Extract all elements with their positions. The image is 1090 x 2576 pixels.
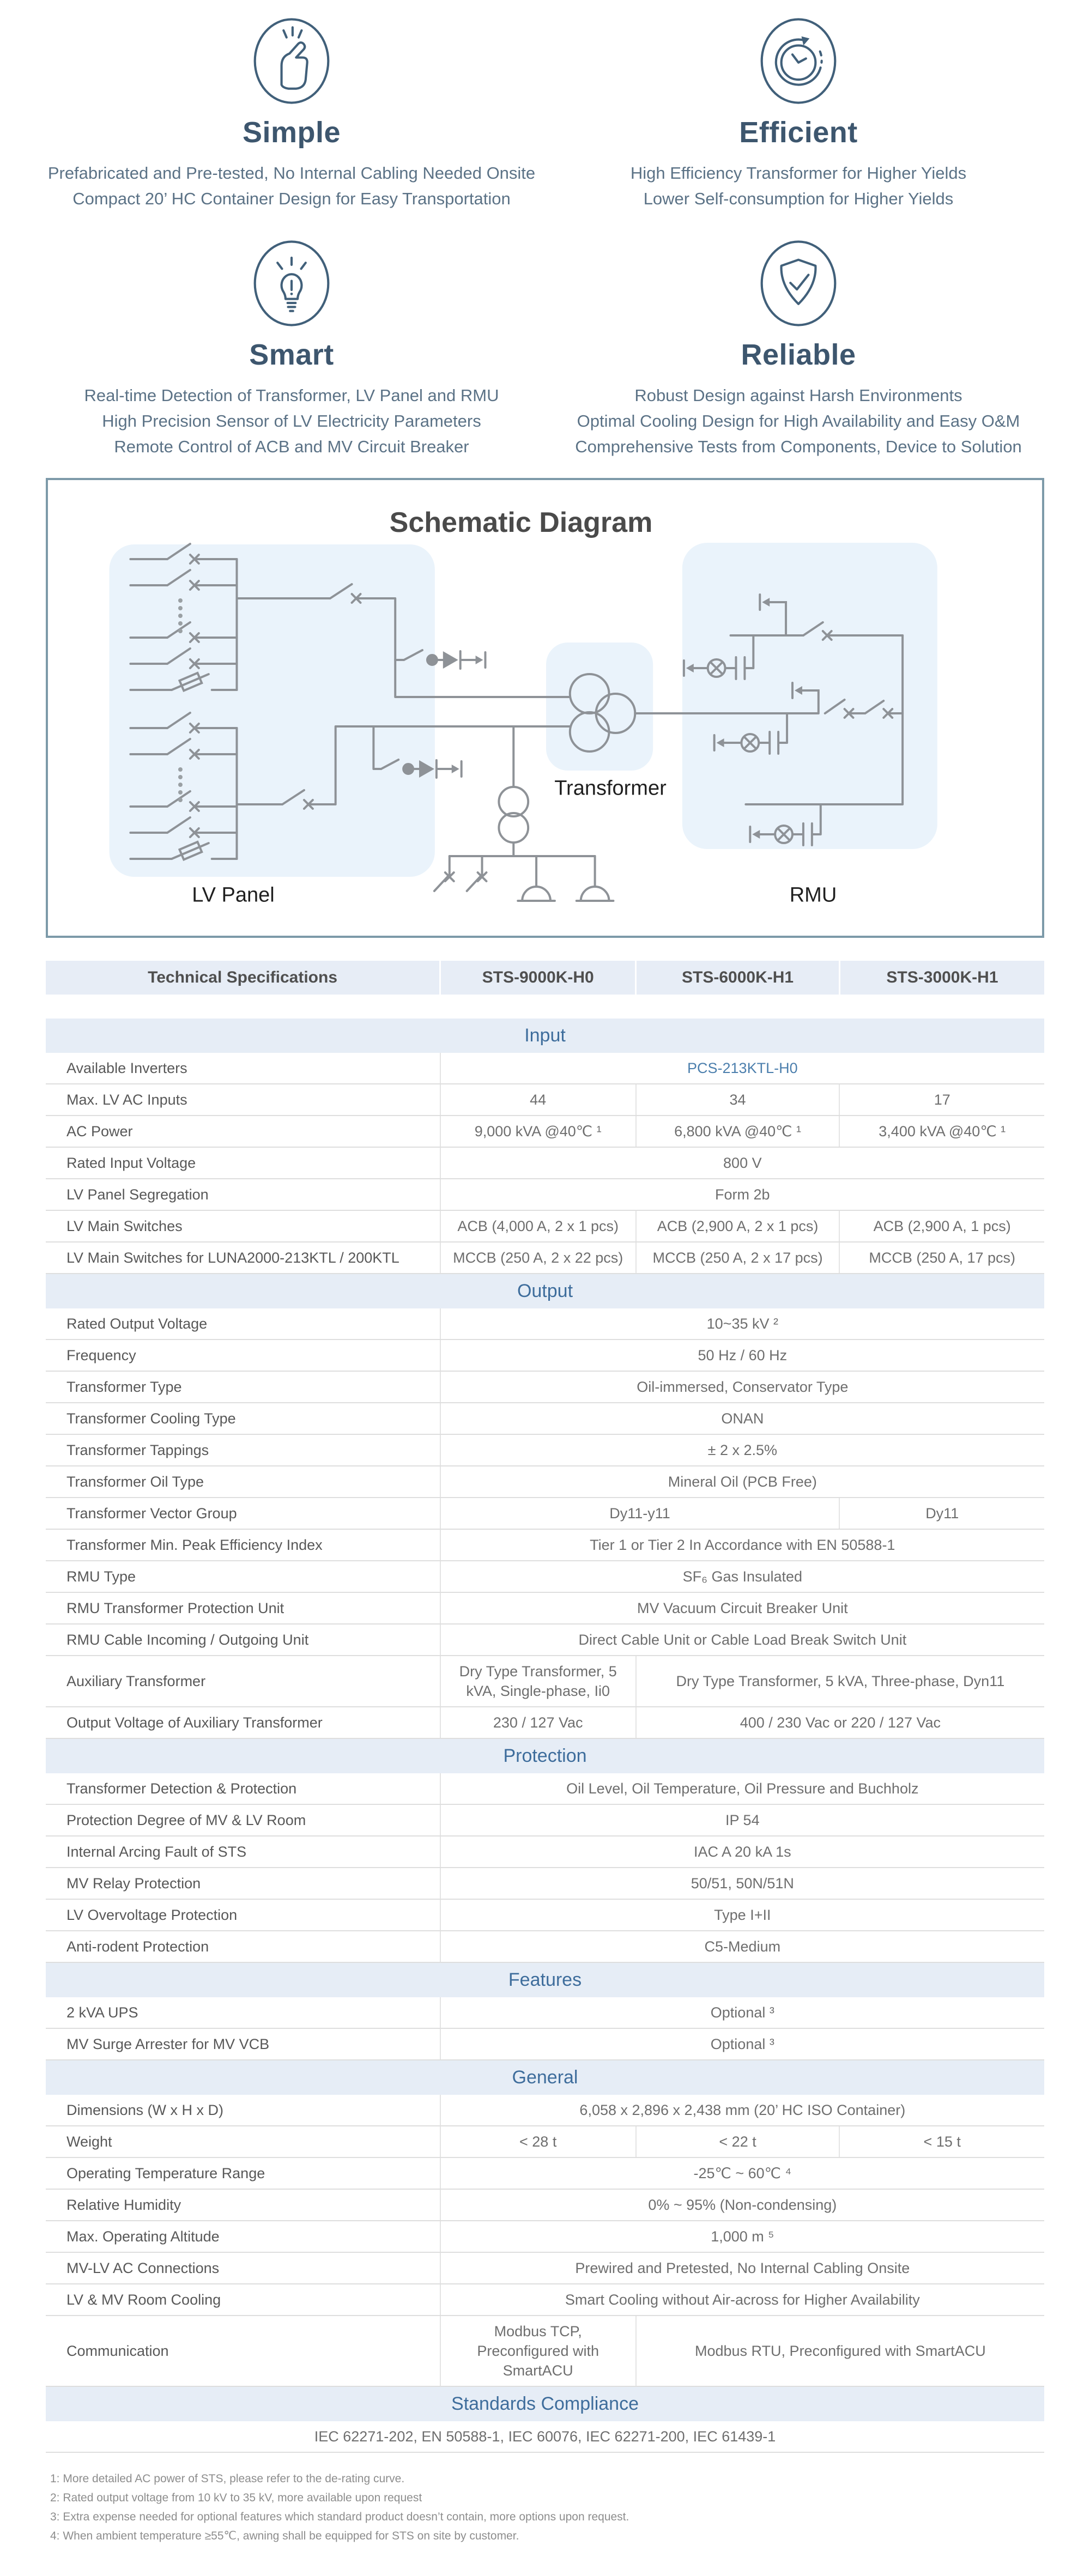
spec-value: Oil Level, Oil Temperature, Oil Pressure and Buchholz <box>440 1773 1044 1804</box>
spec-label: Transformer Oil Type <box>46 1466 440 1498</box>
spec-value: ± 2 x 2.5% <box>440 1434 1044 1466</box>
spec-label: Transformer Cooling Type <box>46 1403 440 1434</box>
spec-value: 230 / 127 Vac <box>440 1707 636 1738</box>
spec-value: IEC 62271-202, EN 50588-1, IEC 60076, IEC 62271-200, IEC 61439-1 <box>46 2421 1044 2452</box>
header-gap <box>46 995 1044 1019</box>
spec-value: 400 / 230 Vac or 220 / 127 Vac <box>636 1707 1044 1738</box>
feature-description-line: Lower Self-consumption for Higher Yields <box>643 189 954 208</box>
feature-description-line: Compact 20’ HC Container Design for Easy Transportation <box>72 189 511 208</box>
section-band-features <box>46 1962 1044 1997</box>
schematic-title: Schematic Diagram <box>389 507 653 538</box>
table-row-2-kva-ups <box>46 1997 1044 2028</box>
spec-label: Max. LV AC Inputs <box>46 1084 440 1116</box>
feature-description <box>38 383 545 459</box>
table-row-relative-humidity <box>46 2189 1044 2221</box>
spec-value: -25℃ ~ 60℃ ⁴ <box>440 2157 1044 2189</box>
footnote-line: 1: More detailed AC power of STS, please refer to the de-rating curve. <box>50 2472 405 2485</box>
spec-value: < 15 t <box>839 2126 1044 2157</box>
lv-panel-label: LV Panel <box>192 883 275 907</box>
header-sts-9000k-h0: STS-9000K-H0 <box>440 961 636 995</box>
table-row-operating-temperature-range <box>46 2157 1044 2189</box>
spec-label: LV Main Switches for LUNA2000-213KTL / 200KTL <box>46 1242 440 1274</box>
feature-title: Simple <box>242 116 341 149</box>
spec-value: Type I+II <box>440 1899 1044 1931</box>
table-row-standards <box>46 2421 1044 2452</box>
spec-label: Internal Arcing Fault of STS <box>46 1836 440 1868</box>
spec-value: Dry Type Transformer, 5 kVA, Three-phase, Dyn11 <box>636 1656 1044 1707</box>
table-row-protection-degree-of-mv-lv-room <box>46 1804 1044 1836</box>
spec-label: AC Power <box>46 1116 440 1147</box>
spec-value: 34 <box>636 1084 840 1116</box>
spec-value: MCCB (250 A, 2 x 22 pcs) <box>440 1242 636 1274</box>
section-band-input <box>46 1019 1044 1053</box>
spec-label: RMU Type <box>46 1561 440 1592</box>
spec-label: LV Panel Segregation <box>46 1179 440 1210</box>
transformer-label: Transformer <box>554 777 667 800</box>
spec-value: IAC A 20 kA 1s <box>440 1836 1044 1868</box>
feature-description <box>545 160 1052 211</box>
spec-label: Rated Input Voltage <box>46 1147 440 1179</box>
table-row-transformer-oil-type <box>46 1466 1044 1498</box>
spec-value: 1,000 m ⁵ <box>440 2221 1044 2252</box>
spec-label: Relative Humidity <box>46 2189 440 2221</box>
table-row-transformer-type <box>46 1371 1044 1403</box>
shield-check-icon <box>753 237 844 330</box>
rmu-label: RMU <box>789 883 837 907</box>
header-sts-3000k-h1: STS-3000K-H1 <box>839 961 1044 995</box>
spec-value: ONAN <box>440 1403 1044 1434</box>
spec-label: MV-LV AC Connections <box>46 2252 440 2284</box>
table-row-lv-mv-room-cooling <box>46 2284 1044 2316</box>
table-row-communication <box>46 2316 1044 2386</box>
spec-label: Output Voltage of Auxiliary Transformer <box>46 1707 440 1738</box>
section-title: Output <box>46 1274 1044 1308</box>
spec-value: ACB (4,000 A, 2 x 1 pcs) <box>440 1210 636 1242</box>
spec-table <box>46 961 1044 2453</box>
spec-value: IP 54 <box>440 1804 1044 1836</box>
clock-cycle-icon <box>753 14 844 108</box>
table-row-mv-surge-arrester-for-mv-vcb <box>46 2028 1044 2060</box>
spec-label: LV & MV Room Cooling <box>46 2284 440 2316</box>
spec-value: Dy11-y11 <box>440 1498 840 1529</box>
section-band-standards-compliance <box>46 2386 1044 2421</box>
spec-value: MCCB (250 A, 17 pcs) <box>839 1242 1044 1274</box>
table-row-lv-main-switches-for-luna2000-213ktl-200ktl <box>46 1242 1044 1274</box>
section-title: Input <box>46 1019 1044 1053</box>
feature-description-line: Robust Design against Harsh Environments <box>634 386 962 405</box>
spec-value: 3,400 kVA @40℃ ¹ <box>839 1116 1044 1147</box>
schematic-svg <box>48 480 1042 936</box>
table-row-anti-rodent-protection <box>46 1931 1044 1962</box>
spec-value: 0% ~ 95% (Non-condensing) <box>440 2189 1044 2221</box>
table-row-lv-main-switches <box>46 1210 1044 1242</box>
spec-label: Transformer Tappings <box>46 1434 440 1466</box>
spec-label: Protection Degree of MV & LV Room <box>46 1804 440 1836</box>
spec-label: Communication <box>46 2316 440 2386</box>
footnote-line: 3: Extra expense needed for optional features which standard product doesn’t contain, more options upon request. <box>50 2511 629 2523</box>
spec-label: LV Main Switches <box>46 1210 440 1242</box>
spec-value: ACB (2,900 A, 1 pcs) <box>839 1210 1044 1242</box>
spec-value: Form 2b <box>440 1179 1044 1210</box>
table-row-transformer-vector-group <box>46 1498 1044 1529</box>
footnote-line: 2: Rated output voltage from 10 kV to 35 kV, more available upon request <box>50 2492 422 2504</box>
lightbulb-icon <box>246 237 337 330</box>
spec-label: MV Surge Arrester for MV VCB <box>46 2028 440 2060</box>
feature-simple <box>38 14 545 211</box>
spec-label: 2 kVA UPS <box>46 1997 440 2028</box>
spec-value: Optional ³ <box>440 2028 1044 2060</box>
table-row-max-operating-altitude <box>46 2221 1044 2252</box>
spec-value: < 22 t <box>636 2126 840 2157</box>
spec-label: Dimensions (W x H x D) <box>46 2095 440 2126</box>
spec-value: Optional ³ <box>440 1997 1044 2028</box>
spec-label: Transformer Detection & Protection <box>46 1773 440 1804</box>
inverter-model-link[interactable]: PCS-213KTL-H0 <box>440 1053 1044 1084</box>
spec-value: Mineral Oil (PCB Free) <box>440 1466 1044 1498</box>
table-row-frequency <box>46 1339 1044 1371</box>
table-row-mv-lv-ac-connections <box>46 2252 1044 2284</box>
table-row-rmu-transformer-protection-unit <box>46 1592 1044 1624</box>
table-row-lv-overvoltage-protection <box>46 1899 1044 1931</box>
spec-label: Auxiliary Transformer <box>46 1656 440 1707</box>
spec-label: RMU Cable Incoming / Outgoing Unit <box>46 1624 440 1656</box>
table-row-rmu-cable-incoming-outgoing-unit <box>46 1624 1044 1656</box>
table-row-weight <box>46 2126 1044 2157</box>
spec-value: 6,800 kVA @40℃ ¹ <box>636 1116 840 1147</box>
feature-description-line: High Precision Sensor of LV Electricity Parameters <box>102 411 481 431</box>
spec-label: Frequency <box>46 1339 440 1371</box>
section-title: General <box>46 2060 1044 2095</box>
feature-description <box>38 160 545 211</box>
spec-label: Anti-rodent Protection <box>46 1931 440 1962</box>
table-row-internal-arcing-fault-of-sts <box>46 1836 1044 1868</box>
spec-value: Direct Cable Unit or Cable Load Break Switch Unit <box>440 1624 1044 1656</box>
spec-label: Max. Operating Altitude <box>46 2221 440 2252</box>
footnote-line: 4: When ambient temperature ≥55℃, awning shall be equipped for STS on site by customer. <box>50 2530 519 2542</box>
table-row-ac-power <box>46 1116 1044 1147</box>
spec-label: Available Inverters <box>46 1053 440 1084</box>
spec-label: Transformer Vector Group <box>46 1498 440 1529</box>
table-row-transformer-cooling-type <box>46 1403 1044 1434</box>
spec-label: Rated Output Voltage <box>46 1308 440 1339</box>
table-row-dimensions-w-x-h-x-d <box>46 2095 1044 2126</box>
spec-value: 10~35 kV ² <box>440 1308 1044 1339</box>
feature-smart <box>38 237 545 459</box>
spec-label: RMU Transformer Protection Unit <box>46 1592 440 1624</box>
spec-value: Dy11 <box>839 1498 1044 1529</box>
section-band-output <box>46 1274 1044 1308</box>
spec-label: Transformer Min. Peak Efficiency Index <box>46 1529 440 1561</box>
table-row-transformer-detection-protection <box>46 1773 1044 1804</box>
spec-value: 50 Hz / 60 Hz <box>440 1339 1044 1371</box>
feature-description-line: Optimal Cooling Design for High Availability and Easy O&M <box>577 411 1020 431</box>
schematic-diagram-box <box>46 478 1044 938</box>
feature-description-line: Prefabricated and Pre-tested, No Internal Cabling Needed Onsite <box>47 163 536 183</box>
spec-label: MV Relay Protection <box>46 1868 440 1899</box>
section-band-general <box>46 2060 1044 2095</box>
section-title: Standards Compliance <box>46 2386 1044 2421</box>
footnotes <box>50 2469 1044 2545</box>
feature-description-line: Comprehensive Tests from Components, Device to Solution <box>575 437 1022 456</box>
header-technical-specifications: Technical Specifications <box>46 961 440 995</box>
spec-label: Weight <box>46 2126 440 2157</box>
spec-value: 44 <box>440 1084 636 1116</box>
spec-value: MV Vacuum Circuit Breaker Unit <box>440 1592 1044 1624</box>
spec-value: ACB (2,900 A, 2 x 1 pcs) <box>636 1210 840 1242</box>
spec-label: LV Overvoltage Protection <box>46 1899 440 1931</box>
table-row-rated-output-voltage <box>46 1308 1044 1339</box>
table-row-rmu-type <box>46 1561 1044 1592</box>
spec-value: Oil-immersed, Conservator Type <box>440 1371 1044 1403</box>
feature-title: Smart <box>249 338 334 371</box>
spec-label: Transformer Type <box>46 1371 440 1403</box>
spec-value: SF₆ Gas Insulated <box>440 1561 1044 1592</box>
feature-description-line: High Efficiency Transformer for Higher Yields <box>630 163 967 183</box>
table-row-transformer-tappings <box>46 1434 1044 1466</box>
spec-value: Tier 1 or Tier 2 In Accordance with EN 50588-1 <box>440 1529 1044 1561</box>
spec-value: 9,000 kVA @40℃ ¹ <box>440 1116 636 1147</box>
section-band-protection <box>46 1738 1044 1773</box>
spec-value: C5-Medium <box>440 1931 1044 1962</box>
section-title: Features <box>46 1962 1044 1997</box>
table-header-row <box>46 961 1044 995</box>
snap-finger-icon <box>246 14 337 108</box>
spec-value: Dry Type Transformer, 5 kVA, Single-phase, Ii0 <box>440 1656 636 1707</box>
spec-value: Smart Cooling without Air-across for Higher Availability <box>440 2284 1044 2316</box>
table-row-transformer-min-peak-efficiency-index <box>46 1529 1044 1561</box>
feature-description-line: Real-time Detection of Transformer, LV Panel and RMU <box>84 386 499 405</box>
spec-value: Prewired and Pretested, No Internal Cabling Onsite <box>440 2252 1044 2284</box>
feature-description-line: Remote Control of ACB and MV Circuit Breaker <box>114 437 469 456</box>
feature-title: Reliable <box>741 338 856 371</box>
spec-value: 800 V <box>440 1147 1044 1179</box>
section-title: Protection <box>46 1738 1044 1773</box>
feature-highlights <box>0 0 1090 459</box>
table-row-auxiliary-transformer <box>46 1656 1044 1707</box>
spec-value: 50/51, 50N/51N <box>440 1868 1044 1899</box>
spec-label: Operating Temperature Range <box>46 2157 440 2189</box>
feature-efficient <box>545 14 1052 211</box>
feature-title: Efficient <box>739 116 858 149</box>
feature-reliable <box>545 237 1052 459</box>
spec-value: 17 <box>839 1084 1044 1116</box>
spec-value: Modbus TCP, Preconfigured with SmartACU <box>440 2316 636 2386</box>
table-row-mv-relay-protection <box>46 1868 1044 1899</box>
table-row-lv-panel-segregation <box>46 1179 1044 1210</box>
table-row-max-lv-ac-inputs <box>46 1084 1044 1116</box>
table-row-available-inverters <box>46 1053 1044 1084</box>
table-row-rated-input-voltage <box>46 1147 1044 1179</box>
header-sts-6000k-h1: STS-6000K-H1 <box>636 961 840 995</box>
spec-value: 6,058 x 2,896 x 2,438 mm (20’ HC ISO Container) <box>440 2095 1044 2126</box>
feature-description <box>545 383 1052 459</box>
table-row-output-voltage-of-auxiliary-transformer <box>46 1707 1044 1738</box>
spec-value: < 28 t <box>440 2126 636 2157</box>
spec-value: MCCB (250 A, 2 x 17 pcs) <box>636 1242 840 1274</box>
spec-value: Modbus RTU, Preconfigured with SmartACU <box>636 2316 1044 2386</box>
